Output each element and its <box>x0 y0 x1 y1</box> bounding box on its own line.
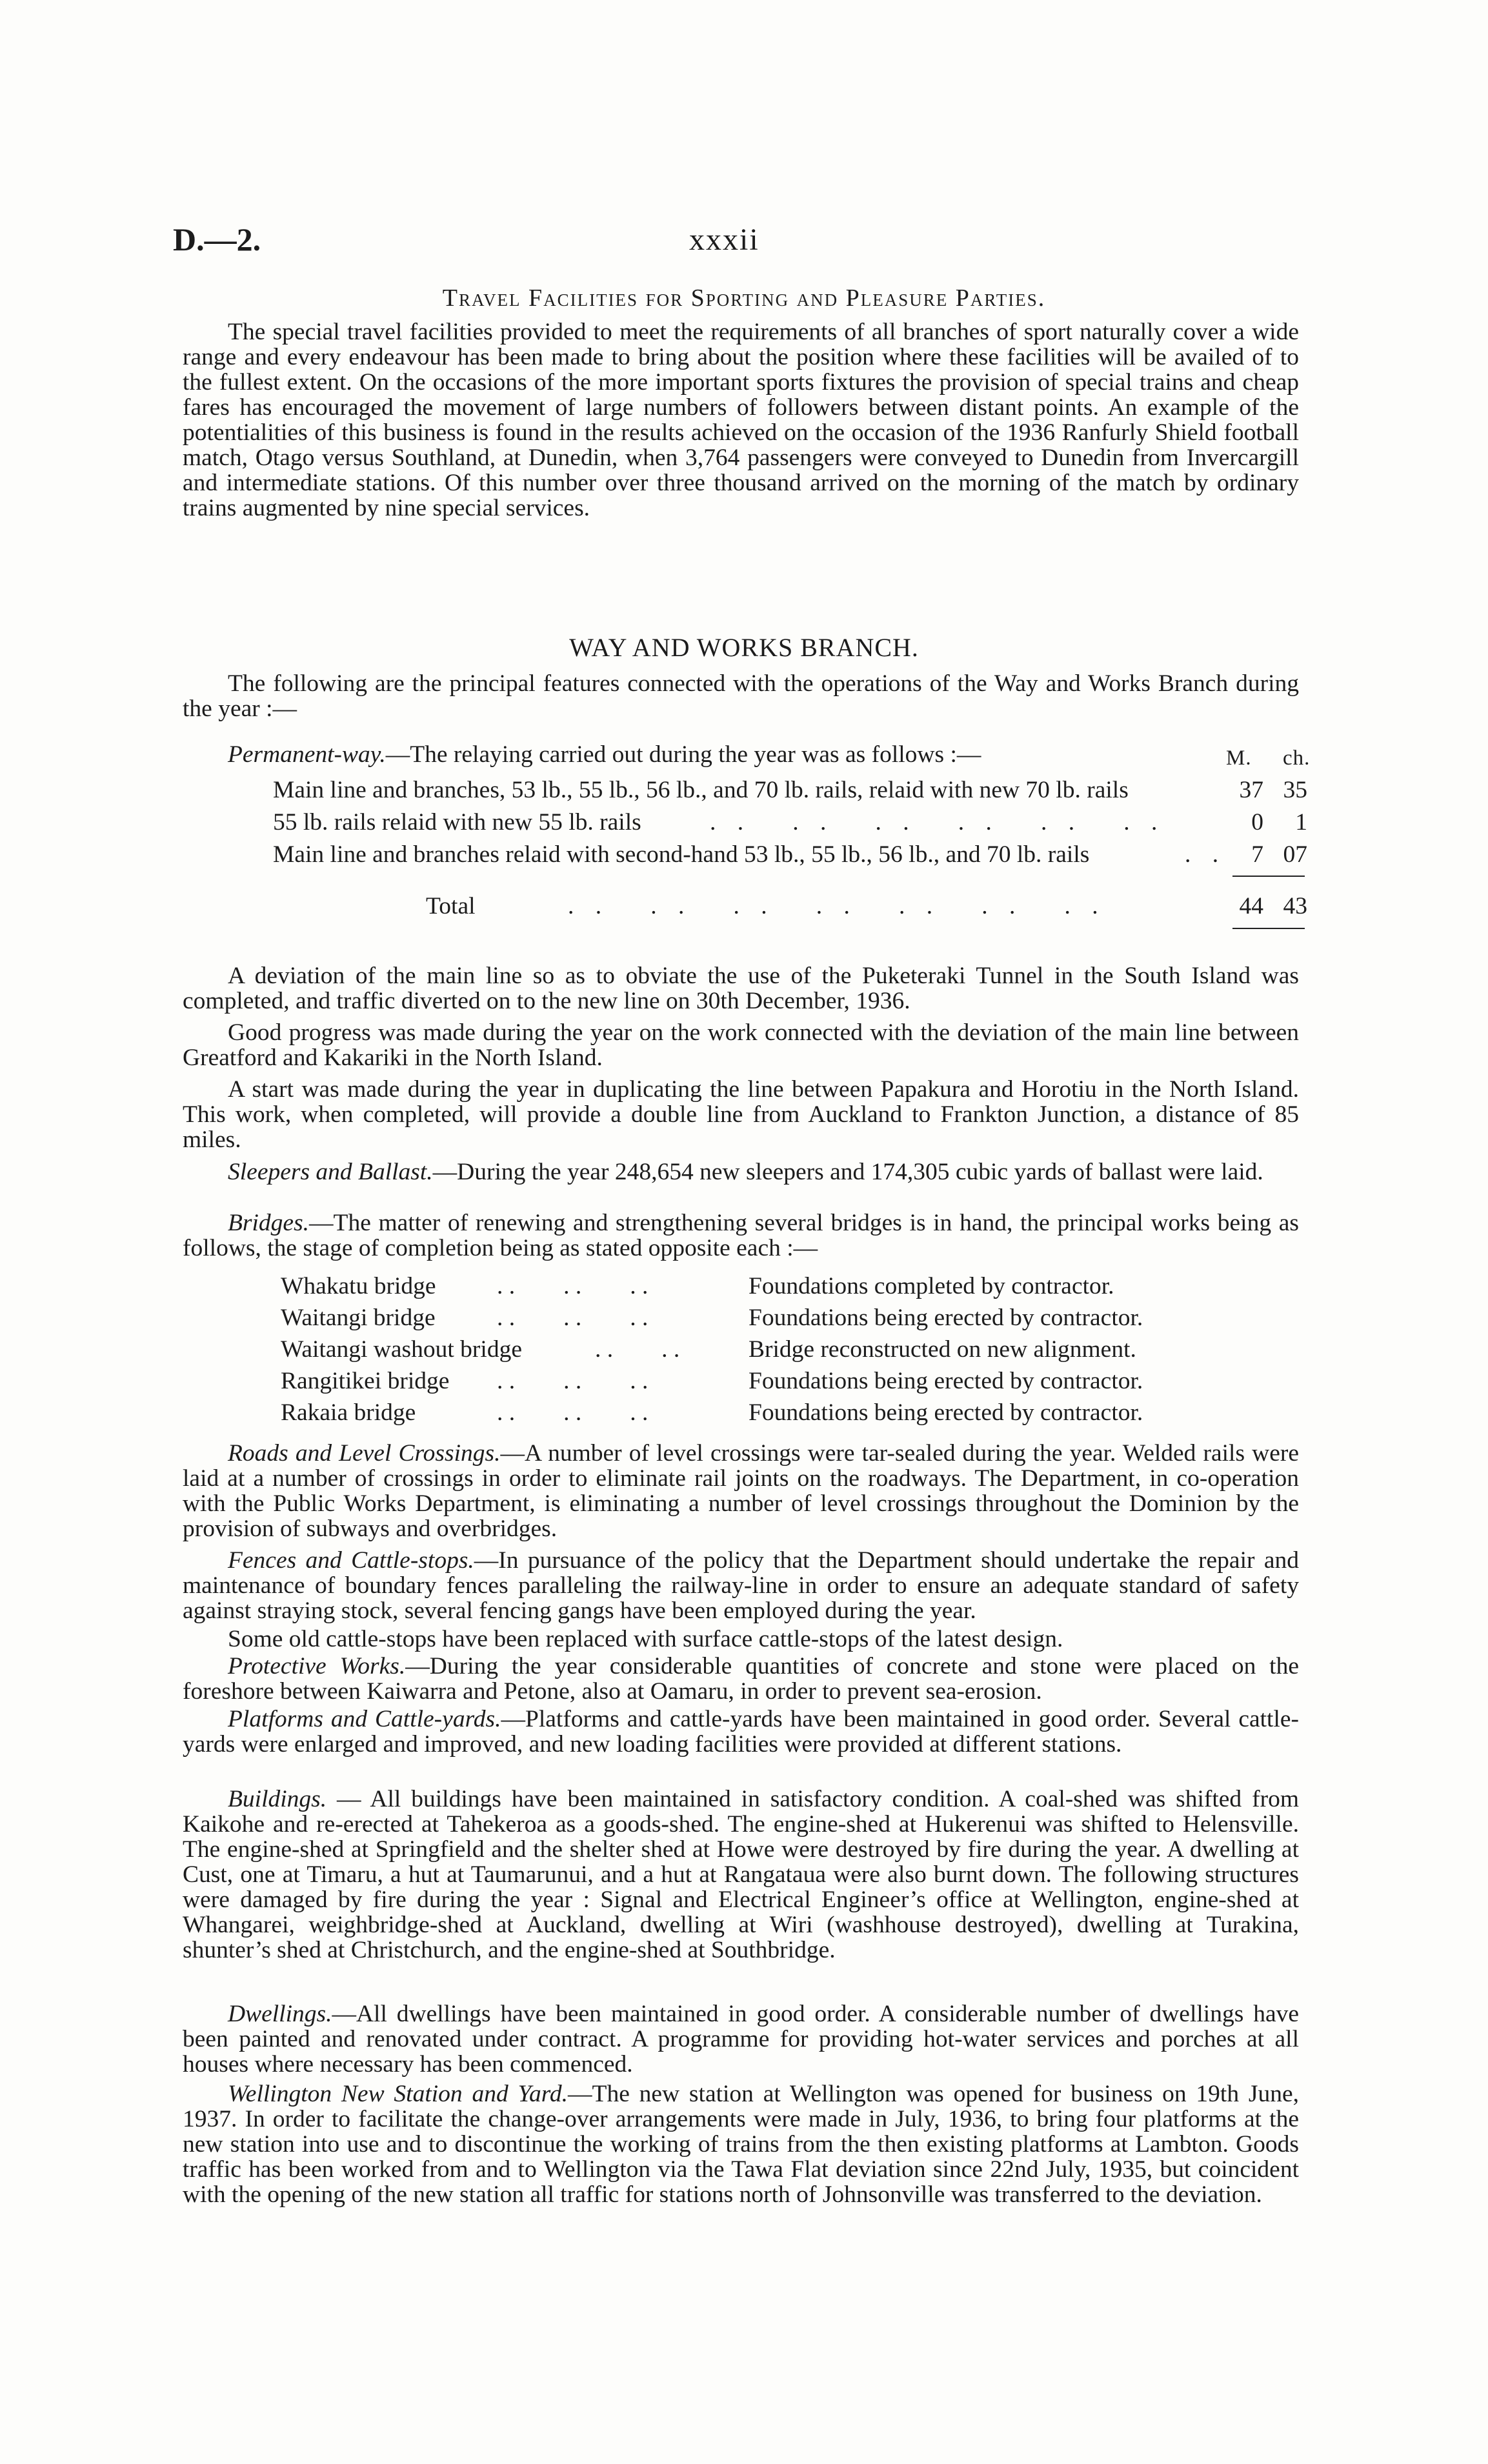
bridge-name: Whakatu bridge <box>281 1273 436 1299</box>
sleepers-heading: Sleepers and Ballast. <box>228 1159 433 1185</box>
protective-heading: Protective Works. <box>228 1653 406 1679</box>
relay-row-label: Main line and branches, 53 lb., 55 lb., 56 lb., and 70 lb. rails, relaid with new 70 lb. rails <box>273 777 1129 803</box>
bridges-paragraph <box>183 1210 1299 1261</box>
way-works-intro: The following are the principal features connected with the operations of the Way and Works Branch during the year :— <box>183 670 1299 722</box>
bridge-name: Rakaia bridge <box>281 1399 416 1426</box>
travel-section-title: Travel Facilities for Sporting and Pleasure Parties. <box>442 285 1046 312</box>
bridges-text: —The matter of renewing and strengthening several bridges is in hand, the principal works being as follows, the stage of completion being as stated opposite each :— <box>183 1210 1299 1261</box>
dwellings-text: —All dwellings have been maintained in good order. A considerable number of dwellings have been painted and renovated under contract. A programme for providing hot-water services and porches at all houses where necessary has been commenced. <box>183 2001 1299 2078</box>
column-header-ch: ch. <box>1283 746 1311 770</box>
protective-paragraph <box>183 1654 1299 1704</box>
cattle-stops-paragraph: Some old cattle-stops have been replaced with surface cattle-stops of the latest design. <box>228 1626 1063 1652</box>
wellington-heading: Wellington New Station and Yard. <box>228 2081 568 2107</box>
total-label: Total <box>426 893 476 919</box>
relay-row-chains: 07 <box>1283 841 1307 868</box>
platforms-heading: Platforms and Cattle-yards. <box>228 1706 501 1732</box>
sleepers-text: —During the year 248,654 new sleepers and 174,305 cubic yards of ballast were laid. <box>432 1159 1263 1185</box>
bridge-leader: . . . . <box>595 1336 680 1363</box>
permanent-way-text: —The relaying carried out during the year was as follows :— <box>385 741 981 768</box>
relay-row-label: Main line and branches relaid with second-hand 53 lb., 55 lb., 56 lb., and 70 lb. rails <box>273 841 1090 868</box>
total-rule-bottom <box>1232 928 1305 929</box>
permanent-way-heading: Permanent-way. <box>228 741 386 768</box>
roads-text: —A number of level crossings were tar-sealed during the year. Welded rails were laid at a number of crossings in order to eliminate rail joints on the roadways. The Department, in co-operation with the Public Works Department, is eliminating a number of level crossings throughout the Dominion by the provision of subways and overbridges. <box>183 1440 1299 1542</box>
bridge-status: Foundations being erected by contractor. <box>749 1399 1143 1426</box>
total-miles: 44 <box>1239 893 1263 919</box>
platforms-text: —Platforms and cattle-yards have been maintained in good order. Several cattle-yards were enlarged and improved, and new loading facilities were provided at different stations. <box>183 1706 1299 1758</box>
column-header-m: M. <box>1226 746 1252 770</box>
bridge-leader: . . . . . . <box>497 1399 648 1426</box>
bridge-status: Foundations completed by contractor. <box>749 1273 1114 1299</box>
bridge-name: Waitangi bridge <box>281 1305 436 1331</box>
total-rule-top <box>1232 876 1305 877</box>
bridge-status: Bridge reconstructed on new alignment. <box>749 1336 1136 1363</box>
document-reference: D.—2. <box>173 221 261 257</box>
dwellings-paragraph <box>183 2001 1299 2077</box>
relay-row-miles: 37 <box>1239 777 1263 803</box>
bridge-leader: . . . . . . <box>497 1368 648 1394</box>
fences-heading: Fences and Cattle-stops. <box>228 1547 474 1574</box>
sleepers-paragraph <box>183 1159 1299 1185</box>
platforms-paragraph <box>183 1707 1299 1757</box>
dwellings-heading: Dwellings. <box>228 2001 332 2027</box>
total-leader: . . . . . . . . . . . . . . <box>568 893 1106 919</box>
buildings-paragraph <box>183 1787 1299 1963</box>
relay-row-chains: 1 <box>1295 809 1307 836</box>
deviation-paragraph: A deviation of the main line so as to obviate the use of the Puketeraki Tunnel in the South Island was completed, and traffic diverted on to the new line on 30th December, 1936. <box>183 963 1299 1014</box>
relay-row-leader: . . <box>1185 841 1227 868</box>
relay-row-label: 55 lb. rails relaid with new 55 lb. rails <box>273 809 641 836</box>
roads-paragraph <box>183 1441 1299 1541</box>
permanent-way-line <box>228 739 981 771</box>
roads-heading: Roads and Level Crossings. <box>228 1440 501 1467</box>
bridge-leader: . . . . . . <box>497 1305 648 1331</box>
travel-paragraph: The special travel facilities provided to meet the requirements of all branches of sport naturally cover a wide range and every endeavour has been made to bring about the position where these facilities will be availed of to the fullest extent. On the occasions of the more important sports fixtures the provision of special trains and cheap fares has encouraged the movement of large numbers of followers between distant points. An example of the potentialities of this business is found in the results achieved on the occasion of the 1936 Ranfurly Shield football match, Otago versus Southland, at Dunedin, when 3,764 passengers were conveyed to Dunedin from Invercargill and intermediate stations. Of this number over three thousand arrived on the morning of the match by ordinary trains augmented by nine special services. <box>183 319 1299 521</box>
relay-row-chains: 35 <box>1283 777 1307 803</box>
wellington-paragraph <box>183 2081 1299 2207</box>
bridges-heading: Bridges. <box>228 1210 310 1236</box>
relay-row-miles: 7 <box>1251 841 1263 868</box>
relay-row-leader: . . . . . . . . . . . . <box>710 809 1165 836</box>
buildings-heading: Buildings. <box>228 1786 327 1812</box>
bridge-name: Rangitikei bridge <box>281 1368 450 1394</box>
protective-text: —During the year considerable quantities of concrete and stone were placed on the foreshore between Kaiwarra and Petone, also at Oamaru, in order to prevent sea-erosion. <box>183 1653 1299 1705</box>
bridge-leader: . . . . . . <box>497 1273 648 1299</box>
bridge-status: Foundations being erected by contractor. <box>749 1368 1143 1394</box>
total-chains: 43 <box>1283 893 1307 919</box>
fences-text: —In pursuance of the policy that the Department should undertake the repair and maintenance of boundary fences paralleling the railway-line in order to ensure an adequate standard of safety against straying stock, several fencing gangs have been employed during the year. <box>183 1547 1299 1624</box>
wellington-text: —The new station at Wellington was opened for business on 19th June, 1937. In order to facilitate the change-over arrangements were made in July, 1936, to bring four platforms at the new station into use and to discontinue the working of trains from the then existing platforms at Lambton. Goods traffic has been worked from and to Wellington via the Tawa Flat deviation since 22nd July, 1935, but coincident with the opening of the new station all traffic for stations north of Johnsonville was transferred to the deviation. <box>183 2081 1300 2208</box>
buildings-text: — All buildings have been maintained in satisfactory condition. A coal-shed was shifted from Kaikohe and re-erected at Tahekeroa as a goods-shed. The engine-shed at Hukerenui was shifted to Helensville. The engine-shed at Springfield and the shelter shed at Howe were destroyed by fire during the year. A dwelling at Cust, one at Timaru, a hut at Taumarunui, and a hut at Rangataua were also burnt down. The following structures were damaged by fire during the year : Signal and Electrical Engineer’s office at Wellington, engine-shed at Whangarei, weighbridge-shed at Auckland, dwelling at Wiri (washhouse destroyed), dwelling at Turakina, shunter’s shed at Christchurch, and the engine-shed at Southbridge. <box>183 1786 1299 1963</box>
duplicating-paragraph: A start was made during the year in duplicating the line between Papakura and Horotiu in the North Island. This work, when completed, will provide a double line from Auckland to Frankton Junction, a distance of 85 miles. <box>183 1076 1299 1153</box>
way-works-title: WAY AND WORKS BRANCH. <box>569 633 919 662</box>
bridge-name: Waitangi washout bridge <box>281 1336 522 1363</box>
relay-row-miles: 0 <box>1251 809 1263 836</box>
bridge-status: Foundations being erected by contractor. <box>749 1305 1143 1331</box>
fences-paragraph <box>183 1548 1299 1623</box>
progress-paragraph: Good progress was made during the year on the work connected with the deviation of the main line between Greatford and Kakariki in the North Island. <box>183 1019 1299 1071</box>
page-number: xxxii <box>689 223 759 257</box>
